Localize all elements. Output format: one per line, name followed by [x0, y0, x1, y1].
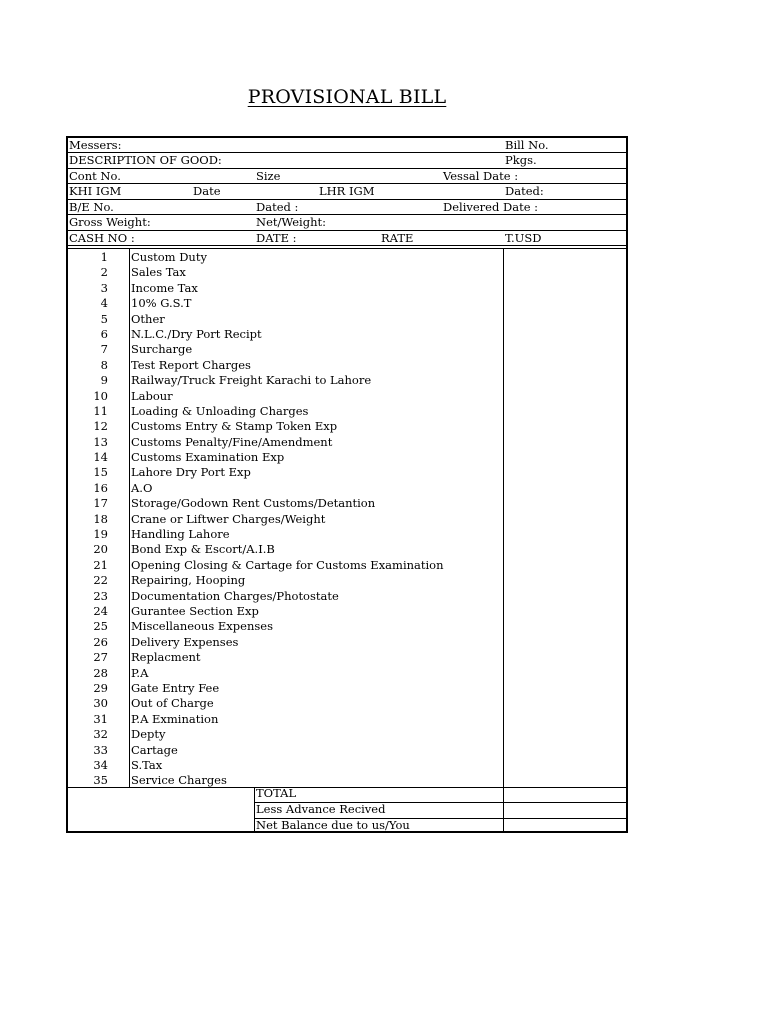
bill-form — [66, 136, 628, 833]
item-description: Test Report Charges — [131, 357, 251, 372]
item-number: 33 — [93, 742, 108, 757]
header-row-description — [68, 153, 626, 168]
charges-list — [68, 250, 504, 789]
item-description: Replacment — [131, 650, 201, 665]
item-description: N.L.C./Dry Port Recipt — [131, 326, 262, 341]
list-item — [68, 666, 504, 681]
net-balance-label: Net Balance due to us/You — [256, 818, 410, 832]
item-number: 4 — [100, 296, 108, 311]
rate-label: RATE — [381, 231, 414, 245]
t-usd-label: T.USD — [505, 231, 542, 245]
divider — [68, 245, 626, 246]
be-no-label: B/E No. — [69, 200, 114, 214]
list-item — [68, 312, 504, 327]
header-row-container — [68, 169, 626, 184]
item-number: 15 — [93, 465, 108, 480]
item-number: 30 — [93, 696, 108, 711]
list-item — [68, 465, 504, 480]
list-item — [68, 573, 504, 588]
item-description: Storage/Godown Rent Customs/Detantion — [131, 496, 376, 511]
list-item — [68, 558, 504, 573]
cash-date-label: DATE : — [256, 231, 297, 245]
list-item — [68, 512, 504, 527]
list-item — [68, 250, 504, 265]
item-number: 23 — [93, 588, 108, 603]
item-number: 7 — [100, 342, 108, 357]
item-description: Customs Examination Exp — [131, 450, 285, 465]
divider — [68, 248, 626, 249]
item-description: Documentation Charges/Photostate — [131, 588, 339, 603]
item-description: Opening Closing & Cartage for Customs Examination — [131, 557, 444, 572]
size-label: Size — [256, 169, 281, 183]
item-number: 34 — [93, 757, 108, 772]
item-number: 8 — [100, 357, 108, 372]
item-number: 14 — [93, 450, 108, 465]
item-number: 11 — [93, 403, 108, 418]
item-description: Labour — [131, 388, 173, 403]
list-item — [68, 635, 504, 650]
item-description: Gurantee Section Exp — [131, 603, 259, 618]
less-advance-label: Less Advance Recived — [256, 802, 386, 816]
list-item — [68, 281, 504, 296]
item-description: Miscellaneous Expenses — [131, 619, 273, 634]
messers-label: Messers: — [69, 138, 122, 152]
item-description: Customs Entry & Stamp Token Exp — [131, 419, 338, 434]
list-item — [68, 758, 504, 773]
item-description: Customs Penalty/Fine/Amendment — [131, 434, 333, 449]
item-description: Handling Lahore — [131, 527, 230, 542]
list-item — [68, 481, 504, 496]
list-item — [68, 496, 504, 511]
item-number: 21 — [93, 557, 108, 572]
date-label: Date — [193, 184, 221, 198]
item-description: Crane or Liftwer Charges/Weight — [131, 511, 326, 526]
list-item — [68, 450, 504, 465]
list-item — [68, 327, 504, 342]
item-description: S.Tax — [131, 757, 163, 772]
item-number: 2 — [100, 265, 108, 280]
list-item — [68, 389, 504, 404]
item-description: Out of Charge — [131, 696, 214, 711]
item-description: Railway/Truck Freight Karachi to Lahore — [131, 373, 372, 388]
item-number: 24 — [93, 603, 108, 618]
list-item — [68, 696, 504, 711]
cont-no-label: Cont No. — [69, 169, 121, 183]
item-number: 26 — [93, 634, 108, 649]
khi-igm-label: KHI IGM — [69, 184, 122, 198]
header-row-be — [68, 200, 626, 215]
item-description: Custom Duty — [131, 250, 207, 264]
item-description: Other — [131, 311, 165, 326]
bill-no-label: Bill No. — [505, 138, 549, 152]
list-item — [68, 743, 504, 758]
item-number: 22 — [93, 573, 108, 588]
list-item — [68, 373, 504, 388]
list-item — [68, 619, 504, 634]
item-description: Income Tax — [131, 280, 198, 295]
item-number: 1 — [100, 250, 108, 264]
item-number: 3 — [100, 280, 108, 295]
list-item — [68, 358, 504, 373]
list-item — [68, 589, 504, 604]
item-number: 18 — [93, 511, 108, 526]
list-item — [68, 712, 504, 727]
dated-label: Dated: — [505, 184, 544, 198]
header-row-messers — [68, 138, 626, 153]
net-weight-label: Net/Weight: — [256, 215, 326, 229]
item-number: 27 — [93, 650, 108, 665]
list-item — [68, 296, 504, 311]
list-item — [68, 527, 504, 542]
gross-weight-label: Gross Weight: — [69, 215, 151, 229]
item-description: Repairing, Hooping — [131, 573, 246, 588]
description-label: DESCRIPTION OF GOOD: — [69, 153, 222, 167]
item-description: Gate Entry Fee — [131, 680, 220, 695]
list-item — [68, 650, 504, 665]
item-description: P.A — [131, 665, 149, 680]
pkgs-label: Pkgs. — [505, 153, 537, 167]
cash-no-label: CASH NO : — [69, 231, 135, 245]
item-description: Service Charges — [131, 773, 227, 788]
item-number: 25 — [93, 619, 108, 634]
list-item — [68, 435, 504, 450]
list-item — [68, 342, 504, 357]
item-number: 16 — [93, 480, 108, 495]
list-item — [68, 727, 504, 742]
list-item — [68, 265, 504, 280]
item-description: Cartage — [131, 742, 178, 757]
item-number: 12 — [93, 419, 108, 434]
page-title: PROVISIONAL BILL — [247, 86, 447, 108]
item-number: 35 — [93, 773, 108, 788]
divider — [68, 787, 626, 788]
item-number: 10 — [93, 388, 108, 403]
list-item — [68, 681, 504, 696]
item-description: Sales Tax — [131, 265, 186, 280]
item-number: 17 — [93, 496, 108, 511]
list-item — [68, 419, 504, 434]
item-description: Loading & Unloading Charges — [131, 403, 309, 418]
item-number: 9 — [100, 373, 108, 388]
be-dated-label: Dated : — [256, 200, 299, 214]
item-number: 28 — [93, 665, 108, 680]
total-label: TOTAL — [256, 786, 297, 800]
header-row-igm — [68, 184, 626, 199]
lhr-igm-label: LHR IGM — [319, 184, 375, 198]
list-item — [68, 604, 504, 619]
item-description: P.A Exmination — [131, 711, 219, 726]
item-number: 13 — [93, 434, 108, 449]
list-item — [68, 542, 504, 557]
delivered-date-label: Delivered Date : — [443, 200, 539, 214]
item-description: 10% G.S.T — [131, 296, 192, 311]
item-number: 31 — [93, 711, 108, 726]
column-divider — [254, 787, 255, 833]
item-description: Bond Exp & Escort/A.I.B — [131, 542, 275, 557]
item-description: A.O — [131, 480, 153, 495]
vessal-date-label: Vessal Date : — [443, 169, 519, 183]
item-number: 32 — [93, 727, 108, 742]
item-description: Surcharge — [131, 342, 193, 357]
list-item — [68, 404, 504, 419]
item-description: Lahore Dry Port Exp — [131, 465, 251, 480]
item-description: Depty — [131, 727, 166, 742]
header-row-weight — [68, 215, 626, 230]
item-number: 19 — [93, 527, 108, 542]
item-description: Delivery Expenses — [131, 634, 239, 649]
item-number: 29 — [93, 680, 108, 695]
item-number: 5 — [100, 311, 108, 326]
item-number: 20 — [93, 542, 108, 557]
header-row-cash — [68, 231, 626, 246]
item-number: 6 — [100, 326, 108, 341]
